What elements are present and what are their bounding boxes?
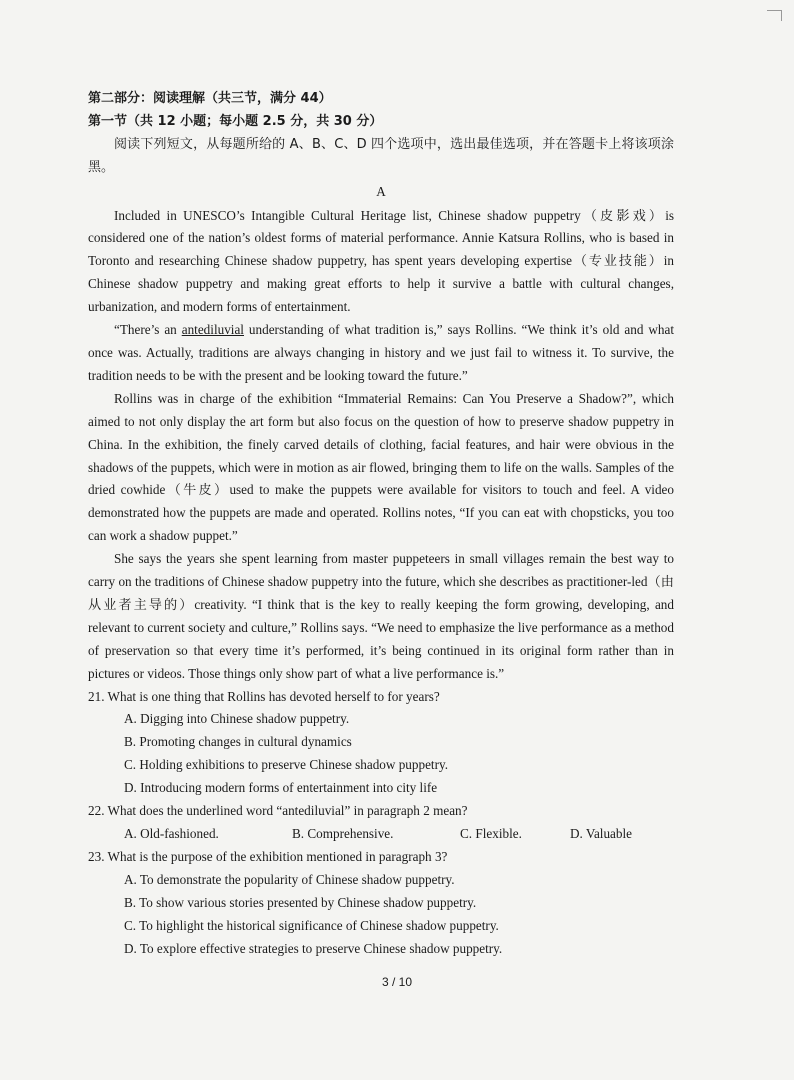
page-content bbox=[88, 88, 674, 960]
question-22 bbox=[88, 800, 674, 846]
option-b: B. Comprehensive. bbox=[292, 826, 394, 841]
option-d: D. To explore effective strategies to preserve Chinese shadow puppetry. bbox=[124, 940, 503, 956]
paragraph-2-rest: understanding of what tradition is,” says Rollins. “We think it’s old and what once was. Actually, traditions are always changing in history and we just fail to witness it. To survive, the tradition needs to be with the present and be looking toward the future.” bbox=[88, 322, 675, 383]
option-d: D. Introducing modern forms of entertainment into city life bbox=[124, 780, 438, 796]
passage-label: A bbox=[376, 183, 386, 199]
option-b: B. Promoting changes in cultural dynamics bbox=[124, 734, 352, 750]
option-a: A. Digging into Chinese shadow puppetry. bbox=[124, 711, 350, 727]
option-c: C. To highlight the historical significance of Chinese shadow puppetry. bbox=[124, 917, 499, 933]
page-number: 3 / 10 bbox=[381, 975, 413, 989]
underlined-word: antediluvial bbox=[181, 322, 244, 338]
option-c: C. Holding exhibitions to preserve Chinese shadow puppetry. bbox=[124, 757, 449, 773]
question-stem: 21. What is one thing that Rollins has devoted herself to for years? bbox=[88, 688, 440, 704]
question-stem: 22. What does the underlined word “antediluvial” in paragraph 2 mean? bbox=[88, 803, 468, 819]
paragraph-2-start: “There’s an bbox=[114, 322, 182, 338]
option-c: C. Flexible. bbox=[460, 826, 522, 841]
instructions: 阅读下列短文，从每题所给的 A、B、C、D 四个选项中，选出最佳选项，并在答题卡上将该项涂黑。 bbox=[88, 136, 674, 175]
section-header: 第二部分：阅读理解（共三节，满分 44） bbox=[88, 91, 332, 106]
paragraph-1: Included in UNESCO’s Intangible Cultural Heritage list, Chinese shadow puppetry（皮影戏）is considered one of the nation’s oldest forms of material performance. Annie Katsura Rollins, who is based in Toronto and researching Chinese shadow puppetry, has spent years developing expertise（专业技能）in Chinese shadow puppetry and making great efforts to help it survive a battle with cultural changes, urbanization, and modern forms of entertainment. bbox=[88, 207, 674, 315]
question-stem: 23. What is the purpose of the exhibition mentioned in paragraph 3? bbox=[88, 848, 448, 864]
paragraph-4: She says the years she spent learning from master puppeteers in small villages remain the best way to carry on the traditions of Chinese shadow puppetry into the future, which she describes as practitioner-led（由从业者主导的）creativity. “I think that is the key to really keeping the form growing, developing, and relevant to current society and culture,” Rollins says. “We need to emphasize the live performance as a method of preservation so that every time it’s performed, it’s being continued in its original form rather than in pictures or videos. Those things only show part of what a live performance is.” bbox=[88, 551, 674, 681]
option-d: D. Valuable bbox=[570, 826, 633, 841]
subsection-header: 第一节（共 12 小题；每小题 2.5 分，共 30 分） bbox=[88, 113, 383, 129]
paragraph-2 bbox=[88, 319, 674, 388]
option-a: A. Old-fashioned. bbox=[124, 826, 219, 841]
paragraph-3: Rollins was in charge of the exhibition “Immaterial Remains: Can You Preserve a Shadow?”, which aimed to not only display the art form but also focus on the question of how to preserve shadow puppetry in China. In the exhibition, the finely carved details of clothing, facial features, and hair were obvious in the shadows of the puppets, which were in motion as air flowed, bringing them to life on the walls. Samples of the dried cowhide（牛皮）used to make the puppets were available for visitors to touch and feel. A video demonstrated how the puppets are made and operated. Rollins notes, “If you can eat with chopsticks, you too can work a shadow puppet.” bbox=[88, 390, 674, 544]
page-corner-mark bbox=[767, 10, 782, 21]
question-21 bbox=[88, 686, 674, 801]
option-a: A. To demonstrate the popularity of Chinese shadow puppetry. bbox=[124, 871, 455, 887]
option-row bbox=[124, 823, 674, 846]
question-23 bbox=[88, 846, 674, 961]
option-b: B. To show various stories presented by Chinese shadow puppetry. bbox=[124, 894, 477, 910]
